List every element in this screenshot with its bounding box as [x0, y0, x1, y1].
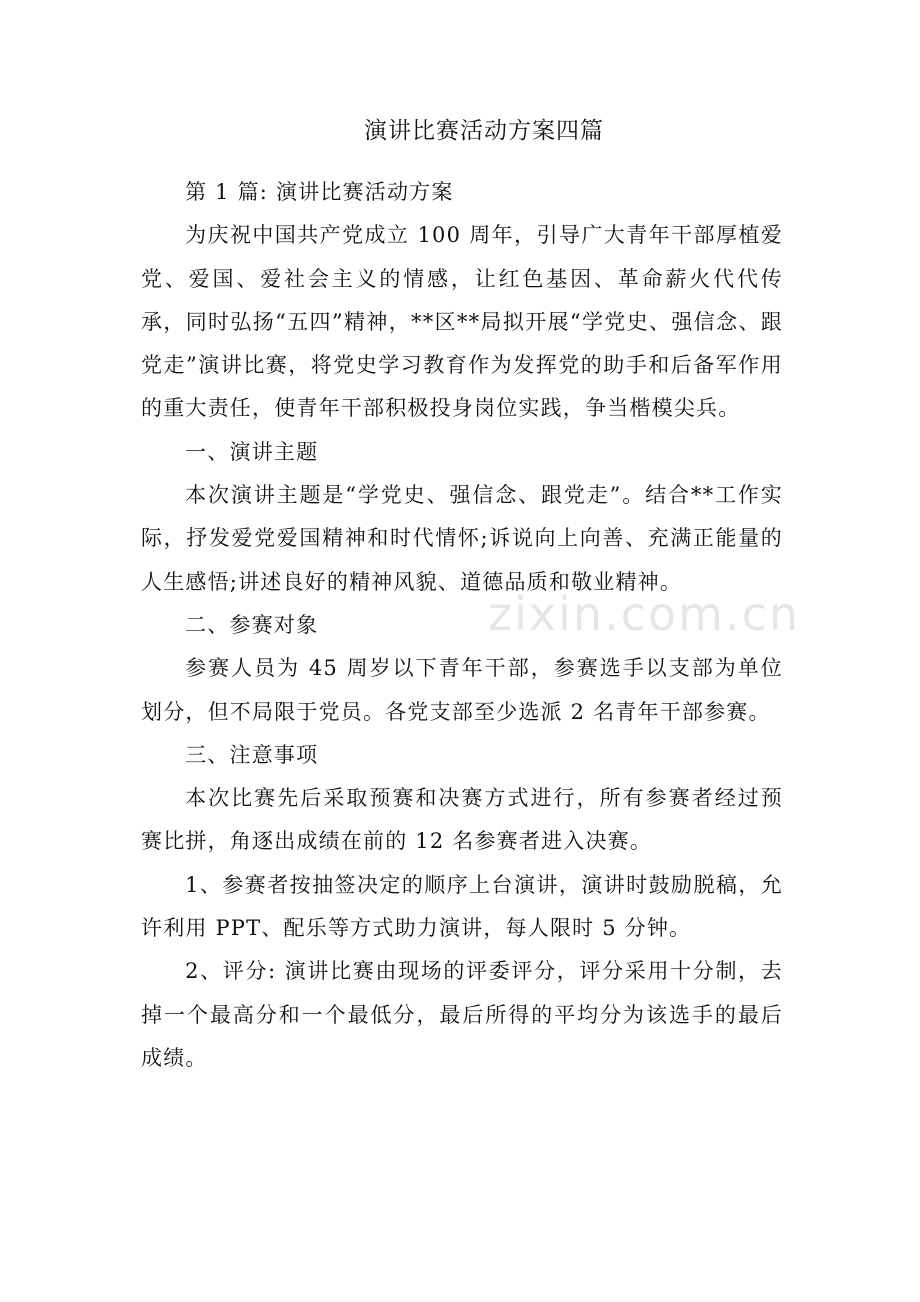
participants-paragraph: 参赛人员为 45 周岁以下青年干部，参赛选手以支部为单位划分，但不局限于党员。各党支部至少选派 2 名青年干部参赛。: [141, 656, 783, 724]
intro-paragraph: 为庆祝中国共产党成立 100 周年，引导广大青年干部厚植爱党、爱国、爱社会主义的情感，让红色基因、革命薪火代代传承，同时弘扬“五四”精神，**区**局拟开展“学党史、强信念、跟党走”演讲比赛，将党史学习教育作为发挥党的助手和后备军作用的重大责任，使青年干部积极投身岗位实践，争当楷模尖兵。: [141, 223, 783, 421]
notes-item-2: 2、评分: 演讲比赛由现场的评委评分，评分采用十分制，去掉一个最高分和一个最低分，最后所得的平均分为该选手的最后成绩。: [141, 959, 783, 1070]
section-heading-theme: 一、演讲主题: [185, 439, 319, 464]
section-heading-participants: 二、参赛对象: [185, 612, 319, 637]
notes-paragraph: 本次比赛先后采取预赛和决赛方式进行，所有参赛者经过预赛比拼，角逐出成绩在前的 12 名参赛者进入决赛。: [141, 786, 783, 854]
notes-item-1: 1、参赛者按抽签决定的顺序上台演讲，演讲时鼓励脱稿，允许利用 PPT、配乐等方式助力演讲，每人限时 5 分钟。: [141, 872, 783, 941]
section-heading-notes: 三、注意事项: [185, 742, 319, 767]
chapter-heading: 第 1 篇: 演讲比赛活动方案: [185, 180, 454, 204]
document-body: [141, 171, 783, 1080]
theme-paragraph: 本次演讲主题是“学党史、强信念、跟党走”。结合**工作实际，抒发爱党爱国精神和时代情怀;诉说向上向善、充满正能量的人生感悟;讲述良好的精神风貌、道德品质和敬业精神。: [141, 483, 783, 594]
watermark: zixin.com.cn: [488, 587, 801, 641]
document-title: 演讲比赛活动方案四篇: [364, 118, 604, 144]
